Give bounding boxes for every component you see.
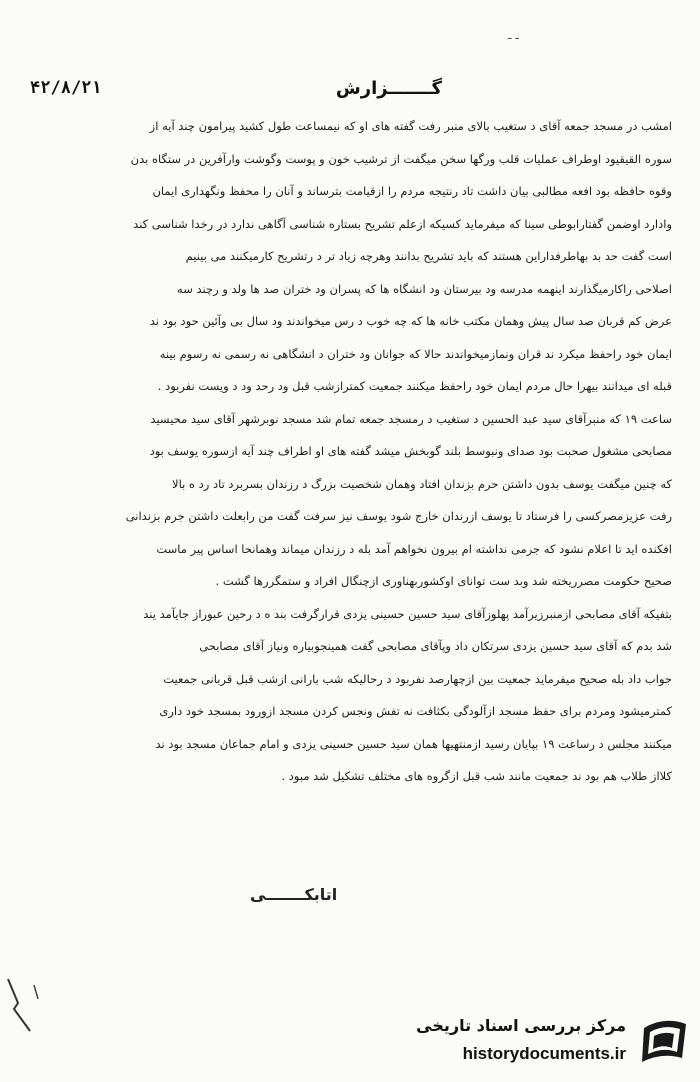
report-line: وقوه حافظه بود افعه مطالبی بیان داشت تاد رنتیجه مردم را ازقیامت بترساند و آنان را محفظ ونگهداری ایمان (152, 184, 672, 198)
archive-watermark (402, 1010, 692, 1072)
report-line: کلااز طلاب هم بود ند جمعیت مانند شب قبل ازگروه های مختلف تشکیل شد مبود . (281, 769, 672, 783)
report-line: صحیح حکومت مصرریخته شد وبد ست توانای اوکشوربهناوری ازچنگال افراد و ستمگررها گشت . (215, 574, 672, 588)
report-line: مصابحی مشغول صحبت بود صدای ونبوسط بلند گوبخش میشد گفته های او اطراف چند آیه ازسوره یوسف بود (149, 444, 672, 458)
signature: اتابکـــــــی (250, 885, 338, 904)
document-title: گـــــــزارش (335, 78, 442, 99)
report-line: کمترمیشود ومردم برای حفظ مسجد ازآلودگی بکثافت نه تفش ونجس کردن مسجد ازورود بمسجد خود داری (159, 704, 672, 718)
report-line: که چنین میگفت یوسف بدون داشتن حرم بزندان افتاد وهمان شخصیت بزرگ د رزندان بسربرد تاد رد ه بالا (172, 476, 672, 491)
margin-pen-stroke (4, 975, 44, 1035)
report-line: بتفیکه آقای مصابحی ازمنبرزیرآمد پهلوزآقای سید حسین حسینی یزدی قرارگرفت بند ه د رحین عبوراز جایآمد یند (143, 606, 672, 621)
report-line: اصلاحی راکارمیگذارند اینهمه مدرسه ود بیرستان ود انشگاه ها که پسران ود ختران صد ها ولد و رچند سه (177, 281, 672, 296)
report-line: میکنند مجلس د رساعت ۱۹ بپایان رسید ازمنتهیها همان سید حسین حسینی یزدی و امام جماعان مسجد بود ند (155, 736, 672, 751)
report-line: وادارد اوضمن گفتارابوطی سینا که میفرماید کسیکه ازعلم تشریح بستاره شناسی آگاهی ندارد در رخدا شناسی کند (133, 216, 672, 231)
report-line: است گفت حد بد بهاطرفداراین هستند که باید تشریح بدانند وهرچه زیاد تر د رتشریح کارمیکنند می بینیم (185, 249, 672, 263)
report-line: رفت عزیزمصرکسی را فرستاد تا یوسف ازرندان خارج شود یوسف نیز سرفت گفت من رابعلت داشتن جرم بزندانی (125, 509, 672, 523)
book-scroll-icon (636, 1014, 692, 1070)
report-line: جواب داد بله صحیح میفرماید جمعیت بین ازچهارصد نفربود د رحالیکه شب بارانی ازشب قبل قربانی جمعیت (163, 671, 672, 686)
document-header (30, 78, 672, 104)
report-line: افکنده اید تا اعلام نشود که جرمی نداشته ام بیرون نخواهم آمد بله د رزندان میماند وهمانحا اساس پیر ماست (156, 541, 672, 556)
report-line: شد بدم که آقای سید حسین یزدی سرتکان داد وپآقای مصابحی گفت همینجوبیاره ونیاز آقای مصابحی (199, 639, 672, 653)
archive-name: مرکز بررسی اسناد تاریخی (416, 1016, 626, 1035)
report-line: ایمان خود راحفظ میکرد ند قران ونمازمیخواندند حالا که جوانان ود ختران د انشگاهی نه رسمی نه رسوم بینه (159, 346, 672, 361)
report-line: عرض کم قربان صد سال پیش وهمان مکتب خانه ها که چه خوب د رس میخواندند ود سال بی وآئین حود بود ند (149, 314, 672, 328)
report-line: سوره القیقیود اوطراف عملیات قلب ورگها سخن میگفت از ترشیب خون و پوست وگوشت وارآفرین در ستگاه بدن (130, 151, 672, 166)
report-line: امشب در مسجد جمعه آقای د ستغیب بالای منبر رفت گفته های او که نیمساعت طول کشید پیرامون چند آیه از (149, 119, 672, 133)
report-line: ساعت ۱۹ که منبرآقای سید عبد الحسین د ستغیب د رمسجد جمعه تمام شد مسجد نوبرشهر آقای سید محیسید (150, 411, 672, 426)
archive-url: historydocuments.ir (462, 1044, 626, 1063)
report-body (14, 110, 672, 793)
document-date: ۴۲/۸/۲۱ (30, 78, 102, 98)
report-line: قبله ای میدانند بیهرا حال مردم ایمان خود راحفظ میکنند جمعیت کمترازشب قبل ود رحد ود د ویست نفربود . (157, 379, 672, 393)
corner-mark: ـ ـ (508, 28, 519, 42)
